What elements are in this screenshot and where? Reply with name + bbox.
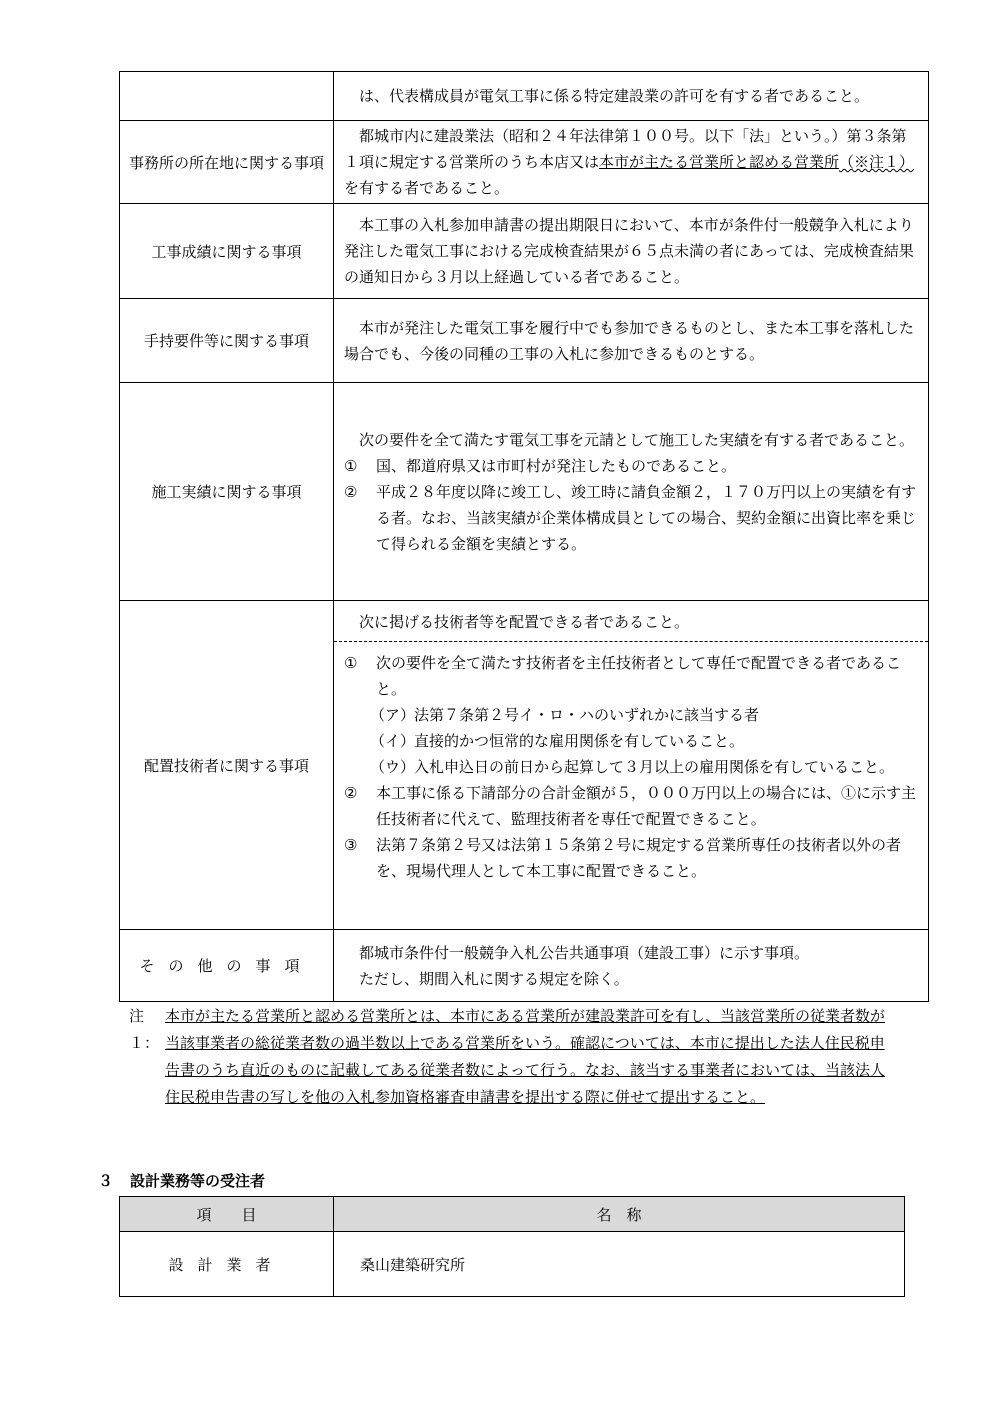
office-text-underlined: 本市が主たる営業所と認める営業所 — [599, 153, 840, 171]
item-number: ① — [344, 654, 358, 672]
other-line: ただし、期間入札に関する規定を除く。 — [359, 969, 629, 988]
workload-content — [334, 299, 929, 383]
sub-item-mark: （イ） — [370, 732, 416, 750]
designer-name: 桑山建築研究所 — [334, 1232, 905, 1297]
item-number: ③ — [344, 836, 358, 854]
list-item — [344, 479, 920, 557]
item-number: ② — [344, 482, 358, 501]
requirements-table — [119, 71, 929, 1002]
sub-item-text: 直接的かつ恒常的な雇用関係を有していること。 — [414, 732, 745, 750]
office-text-a: 都城市内に建設業法（昭和２４年法律第１００号。以下「法」という。）第３条第１項に規定する営業所のうち本店又は — [344, 127, 907, 171]
performance-text: 本工事の入札参加申請書の提出期限日において、本市が条件付一般競争入札により発注した電気工事における完成検査結果が６５点未満の者にあっては、完成検査結果の通知日から３月以上経過している者であること。 — [344, 216, 914, 286]
section-number: ３ — [98, 1172, 114, 1190]
office-content — [334, 121, 929, 204]
table-row — [120, 299, 929, 383]
sub-item-mark: （ア） — [370, 706, 416, 724]
empty-label-cell — [120, 72, 334, 121]
header-item: 項 目 — [120, 1197, 334, 1232]
list-item — [344, 650, 920, 702]
footnote-mark: 注１： — [129, 1007, 160, 1052]
designer-table — [119, 1196, 905, 1297]
office-text-b: を有する者であること。 — [344, 179, 510, 197]
list-item — [344, 453, 920, 479]
footnote-text: 本市が主たる営業所と認める営業所とは、本市にある営業所が建設業許可を有し、当該営業所の従業者数が当該事業者の総従業者数の過半数以上である営業所をいう。確認については、本市に提出した法人住民税申告書のうち直近のものに記載してある従業者数によって行う。なお、該当する事業者においては、当該法人住民税申告書の写しを他の入札参加資格審査申請書を提出する際に併せて提出すること。 — [165, 1007, 886, 1106]
section-title: 設計業務等の受注者 — [130, 1172, 266, 1190]
other-label: その他の事項 — [120, 930, 334, 1002]
table-row — [120, 1232, 905, 1297]
table-row — [120, 930, 929, 1002]
list-item — [344, 780, 920, 832]
engineer-label: 配置技術者に関する事項 — [120, 601, 334, 930]
sub-item — [370, 702, 920, 728]
sub-item — [370, 754, 920, 780]
office-label: 事務所の所在地に関する事項 — [120, 121, 334, 204]
workload-label: 手持要件等に関する事項 — [120, 299, 334, 383]
footnote-ref: （※注１） — [839, 153, 915, 171]
item-text: 国、都道府県又は市町村が発注したものであること。 — [376, 456, 737, 475]
item-text: 平成２８年度以降に竣工し、竣工時に請負金額２，１７０万円以上の実績を有する者。なお、当該実績が企業体構成員としての場合、契約金額に出資比率を乗じて得られる金額を実績とする。 — [376, 482, 917, 553]
engineer-intro: 次に掲げる技術者等を配置できる者であること。 — [359, 613, 690, 631]
table-row — [120, 601, 929, 930]
sub-item-text: 入札申込日の前日から起算して３月以上の雇用関係を有していること。 — [414, 758, 895, 776]
section-heading — [98, 1170, 265, 1191]
other-line: 都城市条件付一般競争入札公告共通事項（建設工事）に示す事項。 — [359, 943, 810, 962]
continued-text: は、代表構成員が電気工事に係る特定建設業の許可を有する者であること。 — [359, 87, 870, 105]
table-row — [120, 72, 929, 121]
item-text: 本工事に係る下請部分の合計金額が５，０００万円以上の場合には、①に示す主任技術者に代えて、監理技術者を専任で配置できること。 — [376, 784, 917, 828]
item-number: ② — [344, 784, 358, 802]
sub-item-mark: （ウ） — [370, 758, 416, 776]
footnote — [129, 1003, 899, 1111]
designer-label: 設計業者 — [120, 1232, 334, 1297]
other-content — [334, 930, 929, 1002]
row-content — [334, 72, 929, 121]
performance-content — [334, 204, 929, 299]
table-header-row — [120, 1197, 905, 1232]
header-name: 名 称 — [334, 1197, 905, 1232]
table-row — [120, 121, 929, 204]
engineer-content — [334, 601, 929, 930]
record-intro: 次の要件を全て満たす電気工事を元請として施工した実績を有する者であること。 — [359, 430, 915, 449]
item-number: ① — [344, 456, 358, 475]
list-item — [344, 832, 920, 884]
performance-label: 工事成績に関する事項 — [120, 204, 334, 299]
item-text: 法第７条第２号又は法第１５条第２号に規定する営業所専任の技術者以外の者を、現場代理人として本工事に配置できること。 — [376, 836, 902, 880]
record-label: 施工実績に関する事項 — [120, 383, 334, 601]
workload-text: 本市が発注した電気工事を履行中でも参加できるものとし、また本工事を落札した場合でも、今後の同種の工事の入札に参加できるものとする。 — [344, 318, 915, 363]
record-content — [334, 383, 929, 601]
sub-item — [370, 728, 920, 754]
table-row — [120, 383, 929, 601]
table-row — [120, 204, 929, 299]
sub-item-text: 法第７条第２号イ・ロ・ハのいずれかに該当する者 — [414, 706, 760, 724]
item-text: 次の要件を全て満たす技術者を主任技術者として専任で配置できる者であること。 — [376, 654, 902, 698]
